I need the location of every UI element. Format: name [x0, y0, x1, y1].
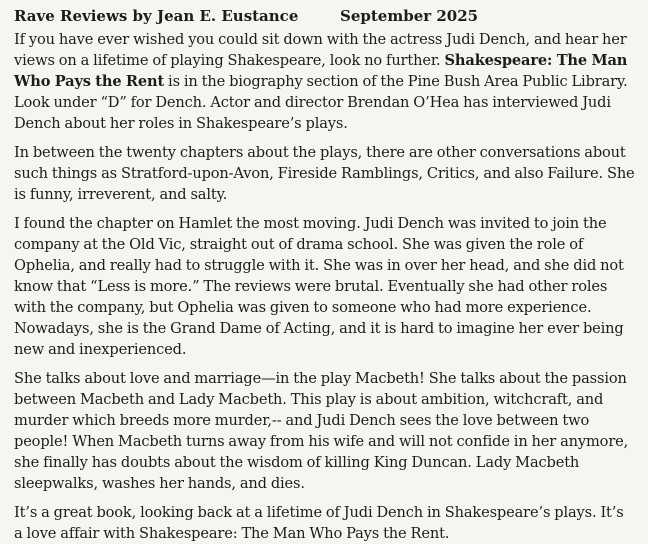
intro-text: If you have ever wished you could sit down with the actress Judi Dench, and hear her views on a lifetime of playing Shakespeare, look no further.	[14, 31, 627, 69]
paragraph-intro	[14, 29, 636, 134]
paragraph-chapters: In between the twenty chapters about the plays, there are other conversations about such things as Stratford-upon-Avon, Fireside Ramblings, Critics, and also Failure. She is funny, irreverent, and salty.	[14, 144, 635, 203]
book-title: Shakespeare: The Man Who Pays the Rent	[14, 52, 628, 90]
column-header	[14, 6, 636, 26]
paragraph-macbeth: She talks about love and marriage—in the play Macbeth! She talks about the passion between Macbeth and Lady Macbeth. This play is about ambition, witchcraft, and murder which breeds more murder,-- and Judi Dench sees the love between two people! When Macbeth turns away from his wife and will not confide in her anymore, she finally has doubts about the wisdom of killing King Duncan. Lady Macbeth sleepwalks, washes her hands, and dies.	[14, 370, 629, 492]
column-title: Rave Reviews by Jean E. Eustance	[14, 7, 299, 25]
intro-text-continued: is in the biography section of the Pine Bush Area Public Library. Look under “D” for Dench. Actor and director Brendan O’Hea has interviewed Judi Dench about her roles in Shakespeare’s plays.	[14, 73, 628, 132]
column-date: September 2025	[340, 7, 479, 25]
paragraph-hamlet: I found the chapter on Hamlet the most moving. Judi Dench was invited to join the company at the Old Vic, straight out of drama school. She was given the role of Ophelia, and really had to struggle with it. She was in over her head, and she did not know that “Less is more.” The reviews were brutal. Eventually she had other roles with the company, but Ophelia was given to someone who had more experience. Nowadays, she is the Grand Dame of Acting, and it is hard to imagine her ever being new and inexperienced.	[14, 215, 624, 358]
paragraph-conclusion: It’s a great book, looking back at a lifetime of Judi Dench in Shakespeare’s plays. It’s a love affair with Shakespeare: The Man Who Pays the Rent.	[14, 504, 624, 542]
